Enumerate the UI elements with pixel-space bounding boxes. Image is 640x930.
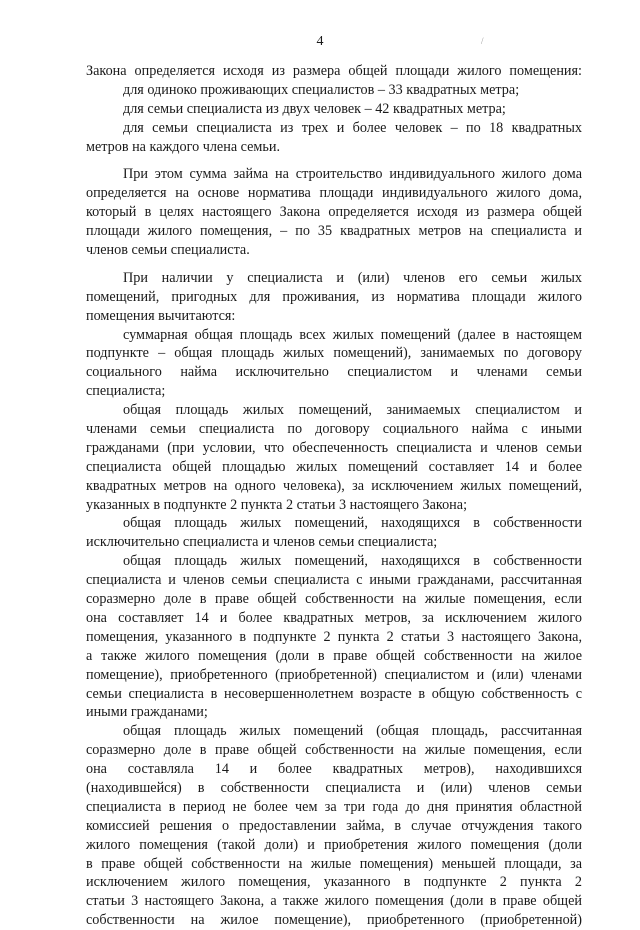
text-line: статьи 3 настоящего Закона, а также жилого помещения (доли в праве общей xyxy=(86,893,582,910)
scan-mark: / xyxy=(481,36,484,46)
text-line: помещения вычитаются: xyxy=(86,307,236,324)
text-line: Закона определяется исходя из размера общей площади жилого помещения: xyxy=(86,63,582,79)
text-line: членами семьи специалиста по договору социального найма с иными xyxy=(86,421,582,438)
text-line: соразмерно доле в праве общей собственности на жилые помещения, если xyxy=(86,591,582,608)
text-line: помещение), приобретенного (приобретенной) специалистом и (или) членами xyxy=(86,666,582,683)
text-line: который в целях настоящего Закона определяется исходя из размера общей xyxy=(86,204,582,221)
text-line: гражданами (при условии, что обеспеченность специалиста и членов семьи xyxy=(86,439,582,456)
text-line: помещений, пригодных для проживания, из норматива площади жилого xyxy=(86,288,582,305)
text-line: При наличии у специалиста и (или) членов его семьи жилых xyxy=(123,269,582,286)
text-line: При этом сумма займа на строительство индивидуального жилого дома xyxy=(123,166,582,183)
text-line: для одиноко проживающих специалистов – 33 квадратных метра; xyxy=(123,81,520,98)
text-line: социального найма исключительно специалистом и членами семьи xyxy=(86,364,582,381)
text-line: она составляет 14 и более квадратных метров, за исключением жилого xyxy=(86,609,582,626)
text-line: собственности на жилое помещение), приобретенного (приобретенной) xyxy=(86,912,582,929)
text-line: общая площадь жилых помещений, находящихся в собственности xyxy=(123,553,582,570)
page-number: 4 xyxy=(316,34,324,49)
text-line: суммарная общая площадь всех жилых помещений (далее в настоящем xyxy=(123,326,582,343)
text-line: а также жилого помещения (доли в праве общей собственности на жилое xyxy=(86,647,582,664)
text-line: помещения, указанного в подпункте 2 пункта 2 статьи 3 настоящего Закона, xyxy=(86,628,582,645)
text-line: специалиста в период не более чем за три года до дня принятия областной xyxy=(86,798,582,815)
text-line: специалиста; xyxy=(86,383,166,400)
text-line: для семьи специалиста из двух человек – 42 квадратных метра; xyxy=(123,100,506,117)
text-line: она составляла 14 и более квадратных метров), находившихся xyxy=(86,761,582,778)
text-line: специалиста общей площадью жилых помещений составляет 14 и более xyxy=(86,458,582,475)
text-line: в праве общей собственности на жилые помещения) меньшей площади, за xyxy=(86,855,582,872)
body-text xyxy=(86,62,582,930)
text-line: жилого помещения (такой доли) и приобретения жилого помещения (доли xyxy=(86,836,582,853)
text-line: специалиста и членов семьи специалиста с иными гражданами, рассчитанная xyxy=(86,572,582,589)
text-line: (находившейся) в собственности специалиста и (или) членов семьи xyxy=(86,779,582,796)
text-line: указанных в подпункте 2 пункта 2 статьи 3 настоящего Закона; xyxy=(86,496,468,513)
text-line: комиссией решения о предоставлении займа, в случае отчуждения такого xyxy=(86,817,582,834)
text-line: исключительно специалиста и членов семьи специалиста; xyxy=(86,534,438,551)
text-line: соразмерно доле в праве общей собственности на жилые помещения, если xyxy=(86,742,582,759)
text-line: для семьи специалиста из трех и более человек – по 18 квадратных xyxy=(123,119,582,136)
text-line: общая площадь жилых помещений, находящихся в собственности xyxy=(123,515,582,532)
text-line: определяется на основе норматива площади индивидуального жилого дома, xyxy=(86,185,582,202)
text-line: семьи специалиста в несовершеннолетнем возрасте в общую собственность с xyxy=(86,685,582,702)
text-line: исключением жилого помещения, указанного в подпункте 2 пункта 2 xyxy=(86,874,582,891)
text-line: общая площадь жилых помещений (общая площадь, рассчитанная xyxy=(123,723,582,740)
text-line: общая площадь жилых помещений, занимаемых специалистом и xyxy=(123,402,582,419)
text-line: метров на каждого члена семьи. xyxy=(86,138,281,155)
text-line: членов семьи специалиста. xyxy=(86,242,250,259)
text-line: подпункте – общая площадь жилых помещений), занимаемых по договору xyxy=(86,345,582,362)
text-line: площади жилого помещения, – по 35 квадратных метров на специалиста и xyxy=(86,223,582,240)
text-line: квадратных метров на одного человека), за исключением жилых помещений, xyxy=(86,477,582,494)
text-line: иными гражданами; xyxy=(86,704,208,721)
